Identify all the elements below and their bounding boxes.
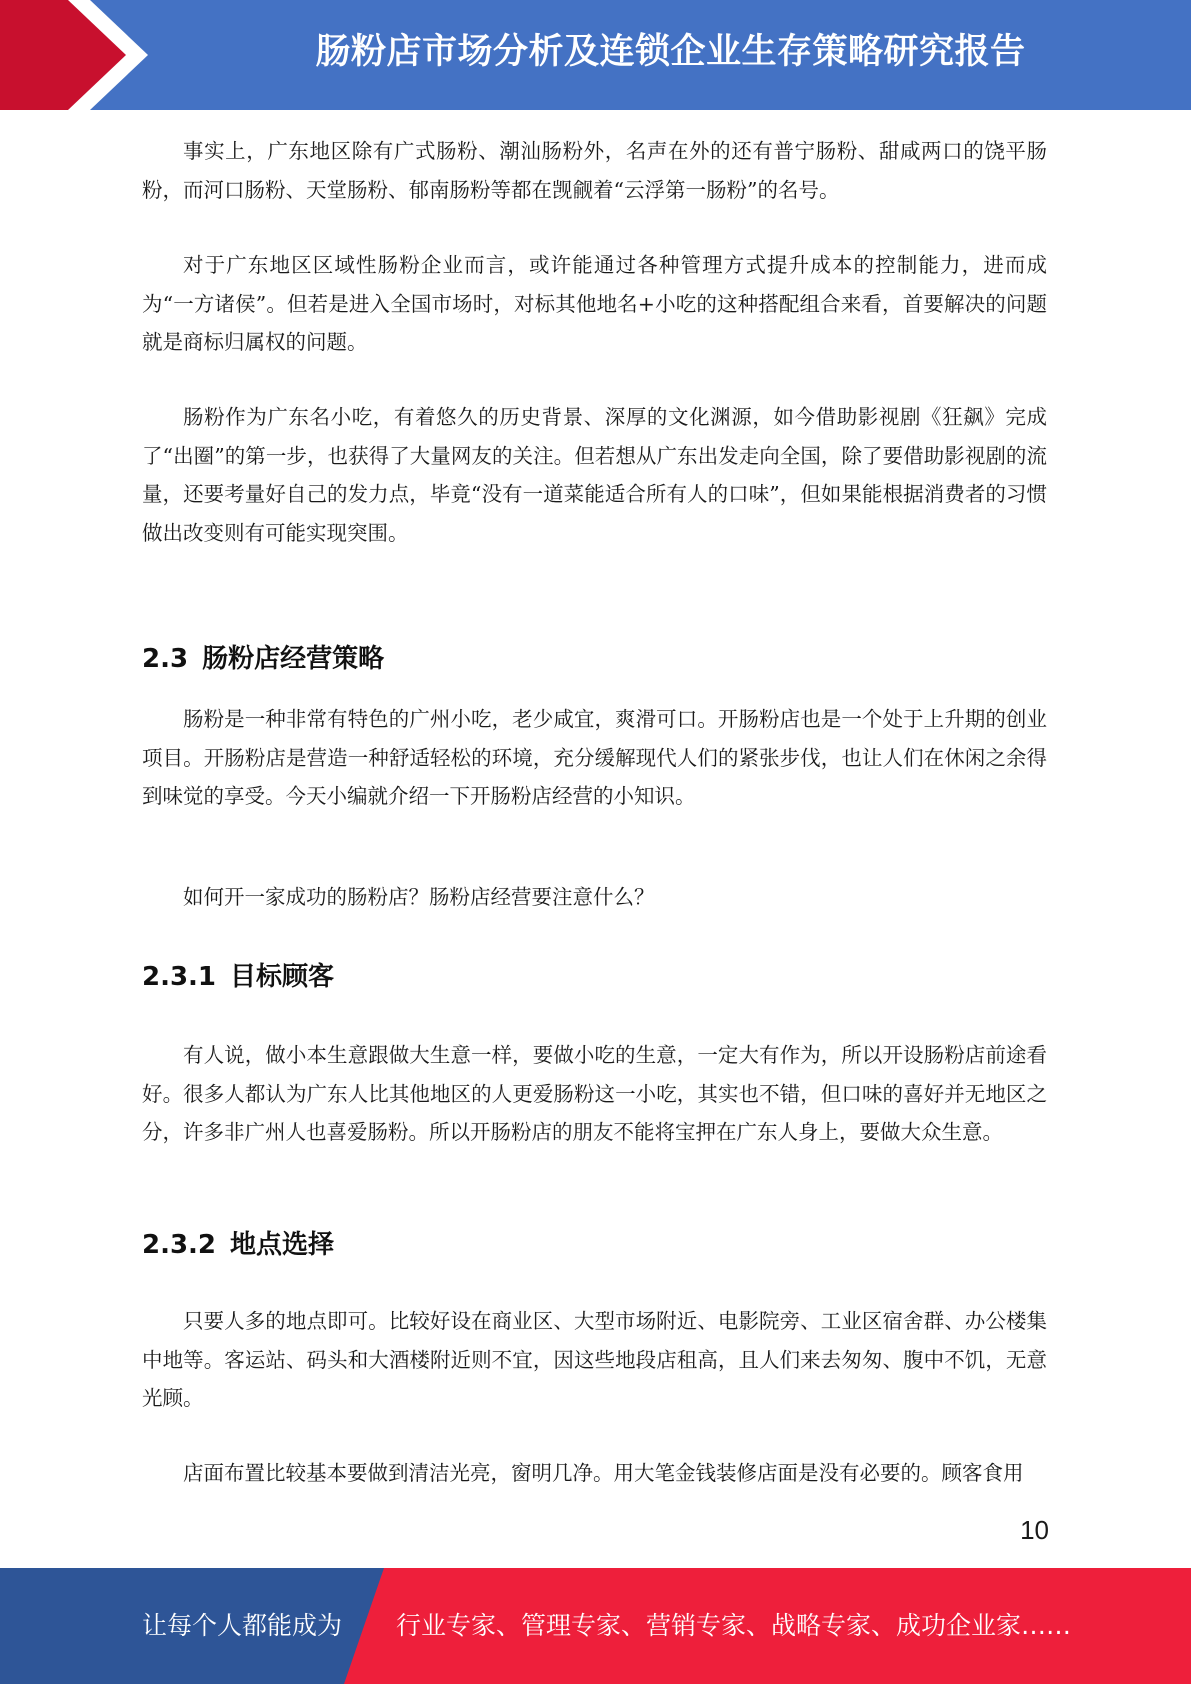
paragraph: 事实上，广东地区除有广式肠粉、潮汕肠粉外，名声在外的还有普宁肠粉、甜咸两口的饶平肠粉，而河口肠粉、天堂肠粉、郁南肠粉等都在觊觎着“云浮第一肠粉”的名号。	[142, 139, 1047, 202]
footer-slogan-left: 让每个人都能成为	[142, 1611, 343, 1640]
section-title: 目标顾客	[230, 962, 335, 992]
paragraph: 有人说，做小本生意跟做大生意一样，要做小吃的生意，一定大有作为，所以开设肠粉店前途看好。很多人都认为广东人比其他地区的人更爱肠粉这一小吃，其实也不错，但口味的喜好并无地区之分，许多非广州人也喜爱肠粉。所以开肠粉店的朋友不能将宝押在广东人身上，要做大众生意。	[142, 1043, 1047, 1144]
section-title: 地点选择	[230, 1230, 335, 1260]
section-title: 肠粉店经营策略	[202, 644, 385, 674]
paragraph: 店面布置比较基本要做到清洁光亮，窗明几净。用大笔金钱装修店面是没有必要的。顾客食用	[183, 1461, 1024, 1485]
section-number: 2.3.2	[142, 1230, 217, 1260]
section-heading-2-3-2	[142, 1224, 334, 1261]
section-number: 2.3.1	[142, 962, 217, 992]
chevron-icon	[0, 0, 160, 110]
footer-slogan-right: 行业专家、管理专家、营销专家、战略专家、成功企业家……	[396, 1611, 1072, 1640]
section-number: 2.3	[142, 644, 189, 674]
page-footer	[0, 1568, 1191, 1684]
paragraph: 对于广东地区区域性肠粉企业而言，或许能通过各种管理方式提升成本的控制能力，进而成为“一方诸侯”。但若是进入全国市场时，对标其他地名+小吃的这种搭配组合来看，首要解决的问题就是商标归属权的问题。	[142, 253, 1047, 354]
page-header	[0, 0, 1191, 110]
report-title: 肠粉店市场分析及连锁企业生存策略研究报告	[315, 32, 1026, 72]
section-heading-2-3	[142, 638, 384, 675]
paragraph: 肠粉是一种非常有特色的广州小吃，老少咸宜，爽滑可口。开肠粉店也是一个处于上升期的创业项目。开肠粉店是营造一种舒适轻松的环境，充分缓解现代人们的紧张步伐，也让人们在休闲之余得到味觉的享受。今天小编就介绍一下开肠粉店经营的小知识。	[142, 707, 1047, 808]
paragraph: 只要人多的地点即可。比较好设在商业区、大型市场附近、电影院旁、工业区宿舍群、办公楼集中地等。客运站、码头和大酒楼附近则不宜，因这些地段店租高，且人们来去匆匆、腹中不饥，无意光顾。	[142, 1309, 1047, 1410]
paragraph: 肠粉作为广东名小吃，有着悠久的历史背景、深厚的文化渊源，如今借助影视剧《狂飙》完成了“出圈”的第一步，也获得了大量网友的关注。但若想从广东出发走向全国，除了要借助影视剧的流量，还要考量好自己的发力点，毕竟“没有一道菜能适合所有人的口味”，但如果能根据消费者的习惯做出改变则有可能实现突围。	[142, 405, 1047, 545]
paragraph: 如何开一家成功的肠粉店？肠粉店经营要注意什么？	[183, 885, 655, 909]
page-number: 10	[1020, 1515, 1049, 1545]
section-heading-2-3-1	[142, 956, 334, 993]
